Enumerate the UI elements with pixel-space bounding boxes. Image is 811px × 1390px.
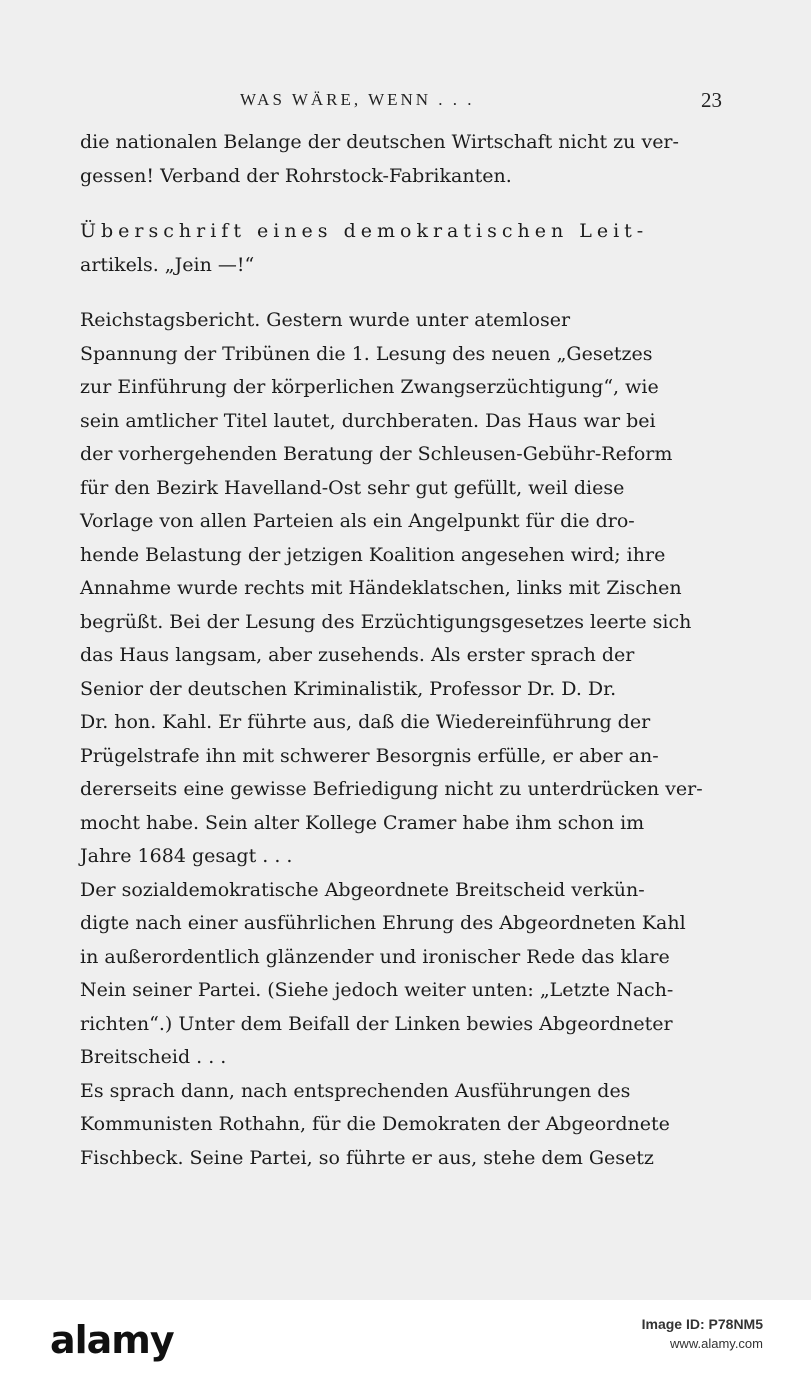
text-line: sein amtlicher Titel lautet, durchberaten. Das Haus war bei bbox=[80, 409, 656, 432]
text-line: mocht habe. Sein alter Kollege Cramer habe ihm schon im bbox=[80, 811, 645, 834]
text-line: Annahme wurde rechts mit Händeklatschen, links mit Zischen bbox=[80, 577, 682, 599]
image-id: Image ID: P78NM5 bbox=[641, 1316, 763, 1332]
text-line: Dr. hon. Kahl. Er führte aus, daß die Wiedereinführung der bbox=[80, 711, 651, 733]
text-line: Es sprach dann, nach entsprechenden Ausführungen des bbox=[80, 1079, 631, 1102]
text-line: Spannung der Tribünen die 1. Lesung des neuen „Gesetzes bbox=[80, 342, 653, 365]
text-line: gessen! Verband der Rohrstock-Fabrikanten. bbox=[80, 164, 512, 187]
text-line: Nein seiner Partei. (Siehe jedoch weiter unten: „Letzte Nach- bbox=[80, 979, 674, 1001]
text-line: digte nach einer ausführlichen Ehrung des Abgeordneten Kahl bbox=[80, 912, 686, 934]
alamy-logo: alamy bbox=[50, 1318, 174, 1362]
heading-line: Überschrift eines demokratischen Leit- bbox=[80, 220, 649, 242]
text-line: Reichstagsbericht. Gestern wurde unter atemloser bbox=[80, 309, 571, 331]
stock-photo-footer bbox=[0, 1300, 811, 1390]
heading-line: artikels. „Jein —!“ bbox=[80, 253, 255, 276]
text-line: zur Einführung der körperlichen Zwangserzüchtigung“, wie bbox=[80, 376, 659, 398]
text-line: Der sozialdemokratische Abgeordnete Breitscheid verkün- bbox=[80, 878, 645, 901]
image-id-block bbox=[642, 1314, 763, 1354]
page-number: 23 bbox=[701, 88, 722, 112]
running-title: WAS WÄRE, WENN . . . bbox=[240, 90, 475, 109]
text-line: begrüßt. Bei der Lesung des Erzüchtigungsgesetzes leerte sich bbox=[80, 610, 692, 633]
text-line: der vorhergehenden Beratung der Schleusen-Gebühr-Reform bbox=[80, 443, 673, 465]
text-line: dererseits eine gewisse Befriedigung nicht zu unterdrücken ver- bbox=[80, 778, 703, 800]
text-line: hende Belastung der jetzigen Koalition angesehen wird; ihre bbox=[80, 543, 666, 566]
text-line: Fischbeck. Seine Partei, so führte er aus, stehe dem Gesetz bbox=[80, 1146, 654, 1169]
body-text bbox=[80, 126, 732, 1175]
image-url: www.alamy.com bbox=[670, 1336, 763, 1351]
text-line: die nationalen Belange der deutschen Wirtschaft nicht zu ver- bbox=[80, 131, 679, 153]
text-line: Breitscheid . . . bbox=[80, 1046, 227, 1068]
text-line: das Haus langsam, aber zusehends. Als erster sprach der bbox=[80, 644, 635, 666]
text-line: richten“.) Unter dem Beifall der Linken bewies Abgeordneter bbox=[80, 1012, 673, 1035]
text-line: Prügelstrafe ihn mit schwerer Besorgnis erfülle, er aber an- bbox=[80, 744, 659, 767]
text-line: Kommunisten Rothahn, für die Demokraten der Abgeordnete bbox=[80, 1113, 670, 1135]
running-head bbox=[80, 88, 730, 118]
text-line: Senior der deutschen Kriminalistik, Professor Dr. D. Dr. bbox=[80, 677, 617, 700]
text-line: Vorlage von allen Parteien als ein Angelpunkt für die dro- bbox=[80, 510, 635, 532]
text-line: für den Bezirk Havelland-Ost sehr gut gefüllt, weil diese bbox=[80, 476, 625, 499]
text-line: in außerordentlich glänzender und ironischer Rede das klare bbox=[80, 945, 670, 968]
text-line: Jahre 1684 gesagt . . . bbox=[80, 845, 293, 867]
